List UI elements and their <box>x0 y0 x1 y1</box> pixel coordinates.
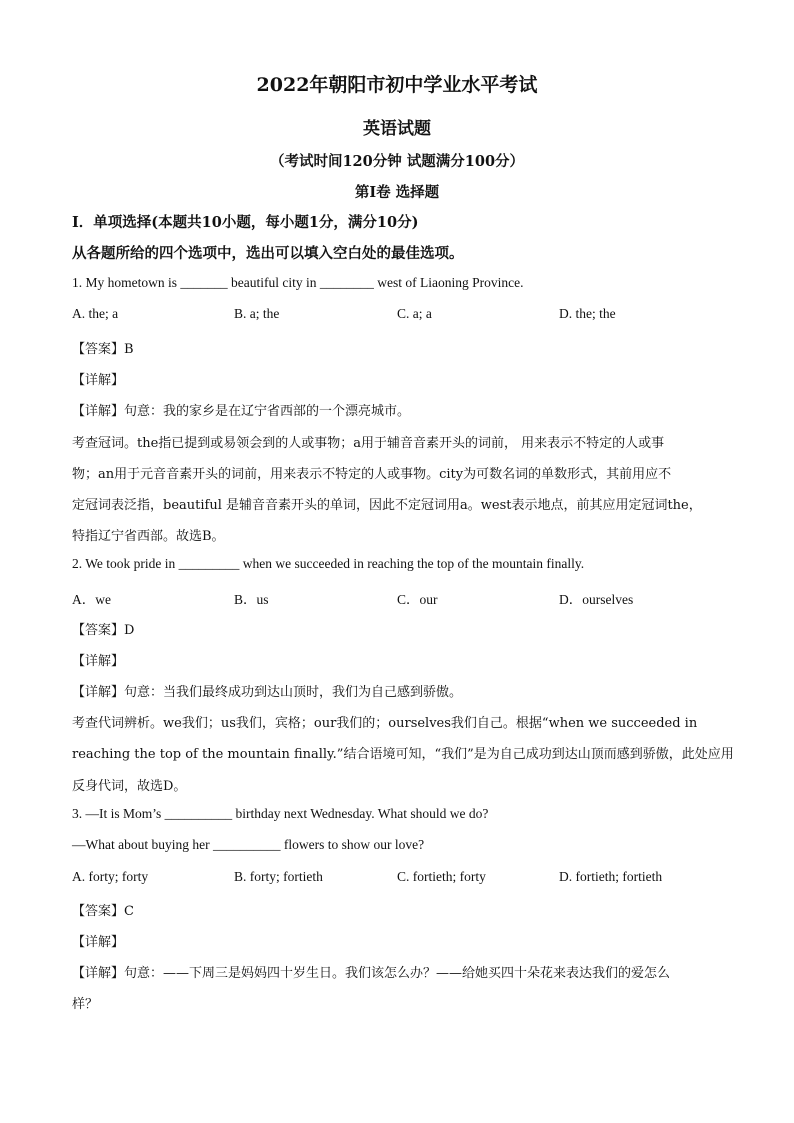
question-2-option-a: A．we <box>72 592 111 607</box>
subject-title: 英语试题 <box>363 119 431 139</box>
question-2-detail-line: 考查代词辨析。we我们；us我们，宾格；our我们的；ourselves我们自己。根据“when we succeeded in <box>72 716 698 731</box>
question-1-detail-tag: 【详解】 <box>72 373 125 388</box>
question-3-stem: 3. —It is Mom’s __________ birthday next Wednesday. What should we do? <box>72 806 489 821</box>
question-1-detail-line: 定冠词表泛指，beautiful 是辅音音素开头的单词，因此不定冠词用a。west表示地点，前其应用定冠词the， <box>72 498 702 513</box>
question-3-stem-reply: —What about buying her __________ flowers to show our love? <box>72 837 425 852</box>
exam-title: 2022年朝阳市初中学业水平考试 <box>256 74 538 96</box>
question-1-option-d: D. the; the <box>559 306 616 321</box>
section-instruction: 从各题所给的四个选项中，选出可以填入空白处的最佳选项。 <box>72 245 464 262</box>
question-3-option-d: D. fortieth; fortieth <box>559 869 663 884</box>
question-1-detail-line: 【详解】句意：我的家乡是在辽宁省西部的一个漂亮城市。 <box>72 404 411 419</box>
question-2-detail-line: reaching the top of the mountain finally.”结合语境可知，“我们”是为自己成功到达山顶而感到骄傲，此处应用 <box>72 747 734 762</box>
question-3-detail-line: 【详解】句意：——下周三是妈妈四十岁生日。我们该怎么办？——给她买四十朵花来表达我们的爱怎么 <box>72 966 671 981</box>
time-note: （考试时间120分钟 试题满分100分） <box>269 153 525 170</box>
question-2-option-d: D．ourselves <box>559 592 634 607</box>
question-1-detail-line: 物；an用于元音音素开头的词前，用来表示不特定的人或事物。city为可数名词的单数形式，其前用应不 <box>72 467 672 482</box>
question-1-detail-line: 考查冠词。the指已提到或易领会到的人或事物；a用于辅音音素开头的词前， 用来表示不特定的人或事 <box>72 436 665 451</box>
question-3-detail-tag: 【详解】 <box>72 935 125 950</box>
question-2-detail-line: 【详解】句意：当我们最终成功到达山顶时，我们为自己感到骄傲。 <box>72 685 463 700</box>
question-2-detail-line: 反身代词，故选D。 <box>72 779 187 794</box>
question-1-answer: 【答案】B <box>72 342 134 357</box>
question-1-detail-line: 特指辽宁省西部。故选B。 <box>72 529 225 544</box>
question-1-option-b: B. a; the <box>234 306 280 321</box>
question-2-option-c: C．our <box>397 592 438 607</box>
question-2-answer: 【答案】D <box>72 623 135 638</box>
question-3-option-a: A. forty; forty <box>72 869 149 884</box>
section-heading: I．单项选择(本题共10小题，每小题1分，满分10分) <box>72 214 419 231</box>
question-3-answer: 【答案】C <box>72 904 134 919</box>
volume-title: 第Ⅰ卷 选择题 <box>354 184 440 201</box>
question-3-detail-line: 样？ <box>72 997 99 1012</box>
question-1-option-a: A. the; a <box>72 306 119 321</box>
question-2-option-b: B．us <box>234 592 269 607</box>
question-3-option-b: B. forty; fortieth <box>234 869 323 884</box>
question-2-stem: 2. We took pride in _________ when we succeeded in reaching the top of the mountain finally. <box>72 556 585 571</box>
question-2-detail-tag: 【详解】 <box>72 654 125 669</box>
question-3-option-c: C. fortieth; forty <box>397 869 486 884</box>
question-1-stem: 1. My hometown is _______ beautiful city in ________ west of Liaoning Province. <box>72 275 524 290</box>
question-1-option-c: C. a; a <box>397 306 432 321</box>
